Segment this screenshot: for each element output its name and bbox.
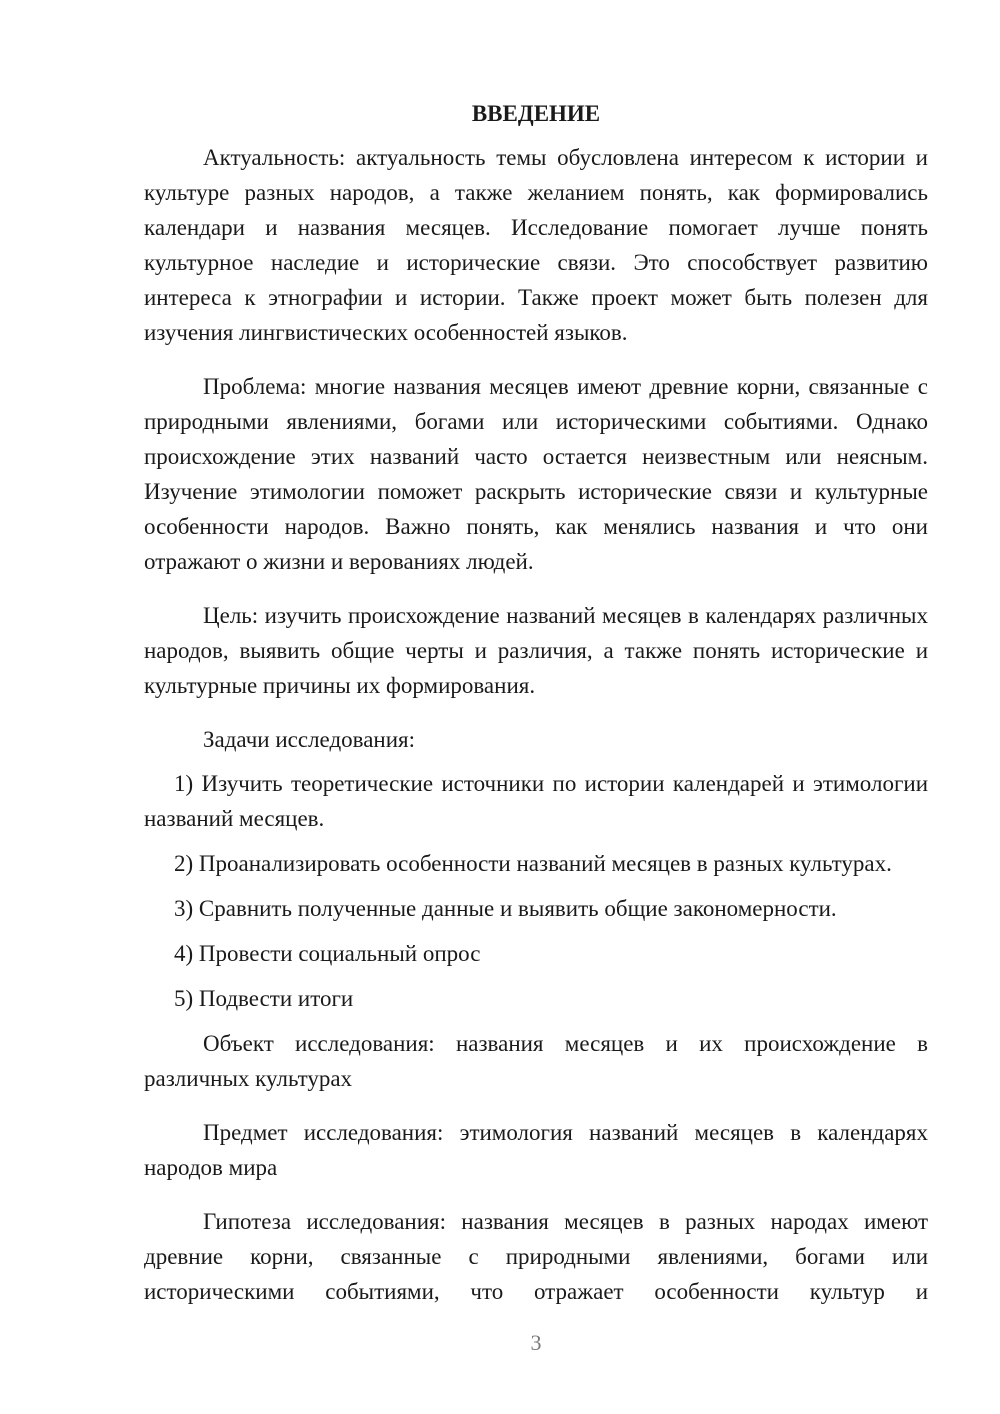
task-item-4: 4) Провести социальный опрос: [174, 941, 481, 966]
problem-paragraph: Проблема: многие названия месяцев имеют древние корни, связанные с природными явлениями, богами или историческими событиями. Однако происхождение этих названий часто остается неизвестным или неясным. Изучение этимологии поможет раскрыть исторические связи и культурные особенности народов. Важно понять, как менялись названия и что они отражают о жизни и верованиях людей.: [144, 374, 928, 574]
task-item-1: 1) Изучить теоретические источники по истории календарей и этимологии названий месяцев.: [144, 771, 928, 831]
task-item-3: 3) Сравнить полученные данные и выявить общие закономерности.: [174, 896, 837, 921]
hypothesis-paragraph: Гипотеза исследования: названия месяцев в разных народах имеют древние корни, связанные с природными явлениями, богами или историческими событиями, что отражает особенности культур и: [144, 1209, 928, 1304]
tasks-heading: Задачи исследования:: [203, 727, 416, 752]
goal-paragraph: Цель: изучить происхождение названий месяцев в календарях различных народов, выявить общие черты и различия, а также понять исторические и культурные причины их формирования.: [144, 603, 928, 698]
object-paragraph: Объект исследования: названия месяцев и их происхождение в различных культурах: [144, 1031, 928, 1091]
relevance-paragraph: Актуальность: актуальность темы обусловлена интересом к истории и культуре разных народов, а также желанием понять, как формировались календари и названия месяцев. Исследование помогает лучше понять культурное наследие и исторические связи. Это способствует развитию интереса к этнографии и истории. Также проект может быть полезен для изучения лингвистических особенностей языков.: [144, 145, 928, 345]
subject-paragraph: Предмет исследования: этимология названий месяцев в календарях народов мира: [144, 1120, 928, 1180]
page-content: [144, 96, 928, 1309]
section-title: ВВЕДЕНИЕ: [471, 101, 601, 126]
page-number: 3: [530, 1330, 542, 1355]
task-item-2: 2) Проанализировать особенности названий месяцев в разных культурах.: [174, 851, 892, 876]
task-item-5: 5) Подвести итоги: [174, 986, 354, 1011]
